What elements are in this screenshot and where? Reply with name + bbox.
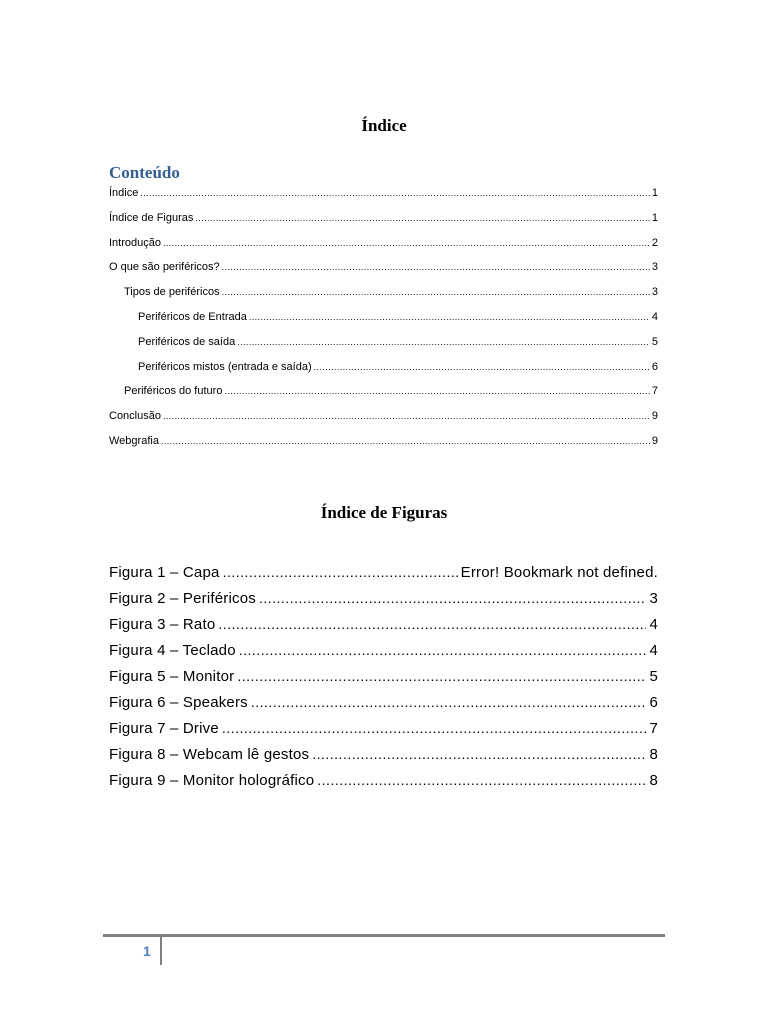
figure-leader-dots — [237, 664, 646, 688]
toc-entry-page: 6 — [651, 360, 658, 373]
toc-entry-page: 3 — [651, 286, 658, 299]
figure-entry-page: 5 — [649, 668, 658, 685]
toc-entry-page: 9 — [651, 434, 658, 447]
toc-leader-dots — [249, 307, 650, 327]
contents-heading: Conteúdo — [109, 163, 180, 182]
figure-entry[interactable] — [109, 664, 658, 690]
toc-entry-label: Periféricos do futuro — [124, 385, 223, 398]
toc-entry-page: 1 — [651, 187, 658, 199]
figure-entry-label: Figura 5 – Monitor — [109, 668, 235, 685]
toc-entry[interactable] — [109, 357, 658, 382]
toc-leader-dots — [163, 406, 650, 426]
toc-entry[interactable] — [109, 208, 658, 233]
toc-entry[interactable] — [109, 381, 658, 406]
figure-entry-page: 8 — [649, 746, 658, 763]
figure-entry-label: Figura 3 – Rato — [109, 616, 216, 633]
toc-entry-page: 2 — [651, 236, 658, 249]
figure-entry[interactable] — [109, 716, 658, 742]
toc-leader-dots — [314, 357, 650, 377]
figure-entry-label: Figura 2 – Periféricos — [109, 590, 256, 607]
toc-entry-label: Tipos de periféricos — [124, 286, 220, 299]
figure-leader-dots — [218, 612, 646, 636]
toc-entry-label: Periféricos de saída — [138, 335, 236, 348]
figure-entry-label: Figura 1 – Capa — [109, 564, 220, 581]
figure-entry-label: Figura 4 – Teclado — [109, 642, 236, 659]
toc-entry[interactable] — [109, 332, 658, 357]
figure-entry[interactable] — [109, 612, 658, 638]
figures-title: Índice de Figuras — [320, 503, 448, 522]
figure-entry-page: 4 — [649, 616, 658, 633]
figure-entry[interactable] — [109, 638, 658, 664]
page-title: Índice — [361, 116, 407, 135]
toc-leader-dots — [222, 257, 650, 277]
toc-entry-label: Conclusão — [109, 410, 161, 423]
toc-entry-page: 3 — [651, 261, 658, 274]
toc-entry[interactable] — [109, 431, 658, 456]
figure-leader-dots — [317, 768, 646, 792]
toc-entry-label: Periféricos de Entrada — [138, 310, 247, 323]
figures-list — [109, 560, 658, 794]
figure-entry-label: Figura 6 – Speakers — [109, 694, 248, 711]
toc-entry[interactable] — [109, 406, 658, 431]
figure-leader-dots — [222, 716, 647, 740]
toc-entry-label: Índice — [109, 187, 139, 199]
toc-leader-dots — [224, 381, 649, 401]
toc-entry[interactable] — [109, 282, 658, 307]
figure-leader-dots — [239, 638, 647, 662]
toc-entry-label: O que são periféricos? — [109, 261, 220, 274]
toc-entry-page: 7 — [651, 385, 658, 398]
toc-entry[interactable] — [109, 257, 658, 282]
toc-entry[interactable] — [109, 233, 658, 258]
figure-entry-page: 8 — [649, 772, 658, 789]
figure-entry[interactable] — [109, 768, 658, 794]
toc-entry-page: 1 — [651, 211, 658, 224]
figure-entry-label: Figura 7 – Drive — [109, 720, 219, 737]
figure-entry-page: 6 — [649, 694, 658, 711]
footer-divider — [160, 937, 162, 965]
figure-entry-page: 7 — [649, 720, 658, 737]
toc-leader-dots — [140, 183, 650, 203]
figure-leader-dots — [251, 690, 647, 714]
footer-page-number: 1 — [143, 943, 151, 959]
toc-entry-page: 5 — [651, 335, 658, 348]
figure-leader-dots — [223, 560, 458, 584]
figure-entry[interactable] — [109, 560, 658, 586]
figure-entry[interactable] — [109, 690, 658, 716]
figure-entry-page: 3 — [649, 590, 658, 607]
toc-entry-label: Introdução — [109, 236, 161, 249]
figure-entry[interactable] — [109, 742, 658, 768]
toc-leader-dots — [237, 332, 650, 352]
toc-entry-page: 9 — [651, 410, 658, 423]
figure-entry-label: Figura 9 – Monitor holográfico — [109, 772, 315, 789]
toc-entry[interactable] — [109, 183, 658, 208]
toc-leader-dots — [161, 431, 650, 451]
figure-entry-page: 4 — [649, 642, 658, 659]
figure-entry[interactable] — [109, 586, 658, 612]
toc-leader-dots — [163, 233, 650, 253]
figure-entry-label: Figura 8 – Webcam lê gestos — [109, 746, 310, 763]
toc-entry-label: Webgrafia — [109, 434, 159, 447]
toc-entry-page: 4 — [651, 310, 658, 323]
toc-leader-dots — [195, 208, 649, 228]
figure-leader-dots — [312, 742, 646, 766]
toc-entry[interactable] — [109, 307, 658, 332]
table-of-contents — [109, 183, 658, 456]
toc-leader-dots — [222, 282, 650, 302]
toc-entry-label: Índice de Figuras — [109, 211, 194, 224]
figure-entry-page: Error! Bookmark not defined. — [460, 564, 658, 581]
toc-entry-label: Periféricos mistos (entrada e saída) — [138, 360, 312, 373]
figure-leader-dots — [259, 586, 646, 610]
footer-rule — [103, 934, 665, 937]
